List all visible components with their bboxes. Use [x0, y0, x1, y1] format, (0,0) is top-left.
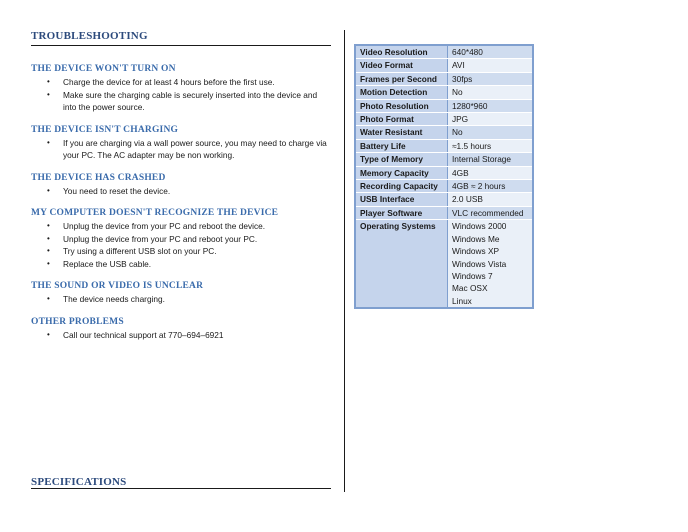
spec-value: 30fps: [448, 72, 534, 85]
spec-key: Motion Detection: [355, 86, 448, 99]
spec-value: JPG: [448, 113, 534, 126]
spec-key: USB Interface: [355, 193, 448, 206]
table-row: [355, 139, 533, 152]
bullet-icon: •: [47, 233, 50, 243]
list-item-text: The device needs charging.: [63, 294, 165, 304]
bullet-icon: •: [47, 77, 50, 86]
spec-value: No: [448, 126, 534, 139]
specifications-table: [354, 44, 534, 309]
table-row: [355, 166, 533, 179]
table-row: [355, 113, 533, 126]
list-item: [31, 329, 331, 342]
spec-key: Video Format: [355, 59, 448, 72]
os-item: Windows Me: [452, 233, 500, 244]
section-list: [31, 185, 331, 198]
section-title: THE DEVICE WON'T TURN ON: [31, 64, 176, 74]
spec-value: No: [448, 86, 534, 99]
troubleshooting-section: [31, 281, 331, 306]
bullet-icon: •: [47, 89, 50, 99]
table-row: [355, 126, 533, 139]
spec-key: Photo Resolution: [355, 99, 448, 112]
troubleshooting-rule: [31, 45, 331, 46]
troubleshooting-section: [31, 125, 331, 162]
list-item: [31, 258, 331, 271]
list-item-text: Make sure the charging cable is securely inserted into the device and into the power source.: [63, 89, 318, 112]
list-item: [31, 76, 331, 89]
section-title: OTHER PROBLEMS: [31, 316, 124, 327]
section-title: THE DEVICE ISN'T CHARGING: [31, 124, 179, 135]
list-item-text: Replace the USB cable.: [63, 258, 152, 269]
section-title: THE SOUND OR VIDEO IS UNCLEAR: [31, 281, 204, 291]
section-list: [31, 137, 331, 162]
os-item: Windows XP: [452, 246, 500, 257]
list-item: [31, 233, 331, 246]
list-item-text: Call our technical support at 770–694–6921: [63, 329, 224, 340]
section-list: [31, 220, 331, 270]
list-item-text: Unplug the device from your PC and reboot the device.: [63, 221, 266, 231]
spec-key: Player Software: [355, 206, 448, 219]
spec-value: 4GB ≈ 2 hours: [448, 180, 534, 193]
spec-value: 1280*960: [448, 99, 534, 112]
os-item: Mac OSX: [452, 283, 488, 294]
bullet-icon: •: [47, 185, 50, 195]
spec-value: 4GB: [448, 166, 534, 179]
troubleshooting-section: [31, 173, 331, 198]
spec-value: AVI: [448, 59, 534, 72]
bullet-icon: •: [47, 329, 50, 339]
spec-value: 2.0 USB: [448, 193, 534, 206]
section-list: [31, 76, 331, 114]
table-row: [355, 99, 533, 112]
os-item: Windows Vista: [452, 258, 507, 269]
troubleshooting-sections: [31, 64, 331, 352]
spec-value: ≈1.5 hours: [448, 139, 534, 152]
troubleshooting-heading: TROUBLESHOOTING: [31, 30, 148, 42]
list-item-text: You need to reset the device.: [63, 185, 171, 196]
troubleshooting-section: [31, 208, 331, 270]
spec-key: Memory Capacity: [355, 166, 448, 179]
section-list: [31, 329, 331, 342]
list-item: [31, 137, 331, 162]
list-item-text: If you are charging via a wall power source, you may need to charge via your PC. The AC adapter may be non working.: [63, 137, 327, 160]
spec-key: Photo Format: [355, 113, 448, 126]
spec-value: 640*480: [448, 45, 534, 59]
spec-key: Battery Life: [355, 139, 448, 152]
section-list: [31, 293, 331, 306]
spec-value: VLC recommended: [448, 206, 534, 219]
table-row: [355, 86, 533, 99]
spec-value-os-list: [448, 220, 534, 308]
table-row: [355, 45, 533, 59]
os-item: Windows 7: [452, 270, 493, 281]
spec-key: Water Resistant: [355, 126, 448, 139]
table-row-os: [355, 220, 533, 308]
spec-key: Operating Systems: [355, 220, 448, 308]
troubleshooting-section: [31, 64, 331, 114]
spec-key: Video Resolution: [355, 45, 448, 59]
os-item: Windows 2000: [452, 221, 507, 232]
bullet-icon: •: [47, 294, 50, 303]
spec-value: Internal Storage: [448, 153, 534, 166]
bullet-icon: •: [47, 221, 50, 230]
table-row: [355, 59, 533, 72]
column-divider: [344, 30, 345, 492]
spec-key: Recording Capacity: [355, 180, 448, 193]
table-row: [355, 193, 533, 206]
list-item: [31, 293, 331, 306]
list-item-text: Charge the device for at least 4 hours before the first use.: [63, 77, 275, 87]
list-item-text: Unplug the device from your PC and reboot your PC.: [63, 233, 258, 244]
list-item: [31, 185, 331, 198]
list-item: [31, 89, 331, 114]
table-row: [355, 72, 533, 85]
troubleshooting-column: [31, 30, 331, 500]
table-row: [355, 206, 533, 219]
table-row: [355, 180, 533, 193]
list-item: [31, 220, 331, 233]
specifications-heading: SPECIFICATIONS: [31, 476, 127, 488]
table-row: [355, 153, 533, 166]
bullet-icon: •: [47, 137, 50, 147]
troubleshooting-section: [31, 317, 331, 342]
list-item-text: Try using a different USB slot on your PC.: [63, 246, 217, 256]
list-item: [31, 245, 331, 258]
spec-key: Type of Memory: [355, 153, 448, 166]
spec-key: Frames per Second: [355, 72, 448, 85]
bullet-icon: •: [47, 246, 50, 255]
section-title: MY COMPUTER DOESN'T RECOGNIZE THE DEVICE: [31, 208, 279, 218]
os-item: Linux: [452, 295, 472, 306]
specifications-rule: [31, 488, 331, 489]
bullet-icon: •: [47, 258, 50, 268]
section-title: THE DEVICE HAS CRASHED: [31, 172, 166, 183]
